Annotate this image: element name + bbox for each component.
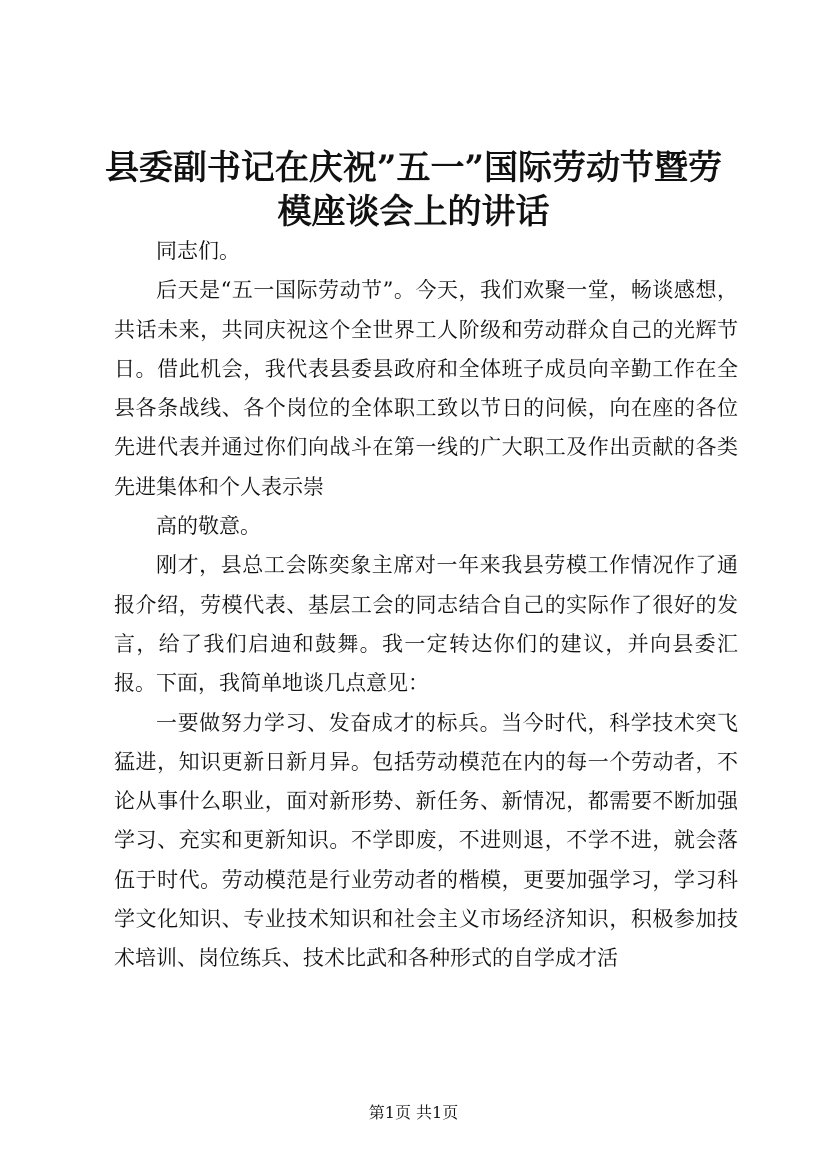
paragraph-respect: 高的敬意。 [156,514,261,539]
document-title: 县委副书记在庆祝”五一”国际劳动节暨劳模座谈会上的讲话 [104,148,723,232]
paragraph-point-one: 一要做努力学习、发奋成才的标兵。当今时代，科学技术突飞猛进，知识更新日新月异。包括劳动模范在内的每一个劳动者，不论从事什么职业，面对新形势、新任务、新情况，都需要不断加强学习、充实和更新知识。不学即废，不进则退，不学不进，就会落伍于时代。劳动模范是行业劳动者的楷模，更要加强学习，学习科学文化知识、专业技术知识和社会主义市场经济知识，积极参加技术培训、岗位练兵、技术比武和各种形式的自学成才活 [114,710,738,971]
document-body [114,232,738,979]
page-footer: 第1页 共1页 [368,1103,459,1122]
paragraph-opening: 后天是“五一国际劳动节”。今天，我们欢聚一堂，畅谈感想，共话未来，共同庆祝这个全世界工人阶级和劳动群众自己的光辉节日。借此机会，我代表县委县政府和全体班子成员向辛勤工作在全县各条战线、各个岗位的全体职工致以节日的问候，向在座的各位先进代表并通过你们向战斗在第一线的广大职工及作出贡献的各类先进集体和个人表示崇 [114,278,738,499]
paragraph-greeting: 同志们。 [156,239,240,263]
paragraph-report: 刚才，县总工会陈奕象主席对一年来我县劳模工作情况作了通报介绍，劳模代表、基层工会的同志结合自己的实际作了很好的发言，给了我们启迪和鼓舞。我一定转达你们的建议，并向县委汇报。下面，我简单地谈几点意见： [114,553,738,696]
